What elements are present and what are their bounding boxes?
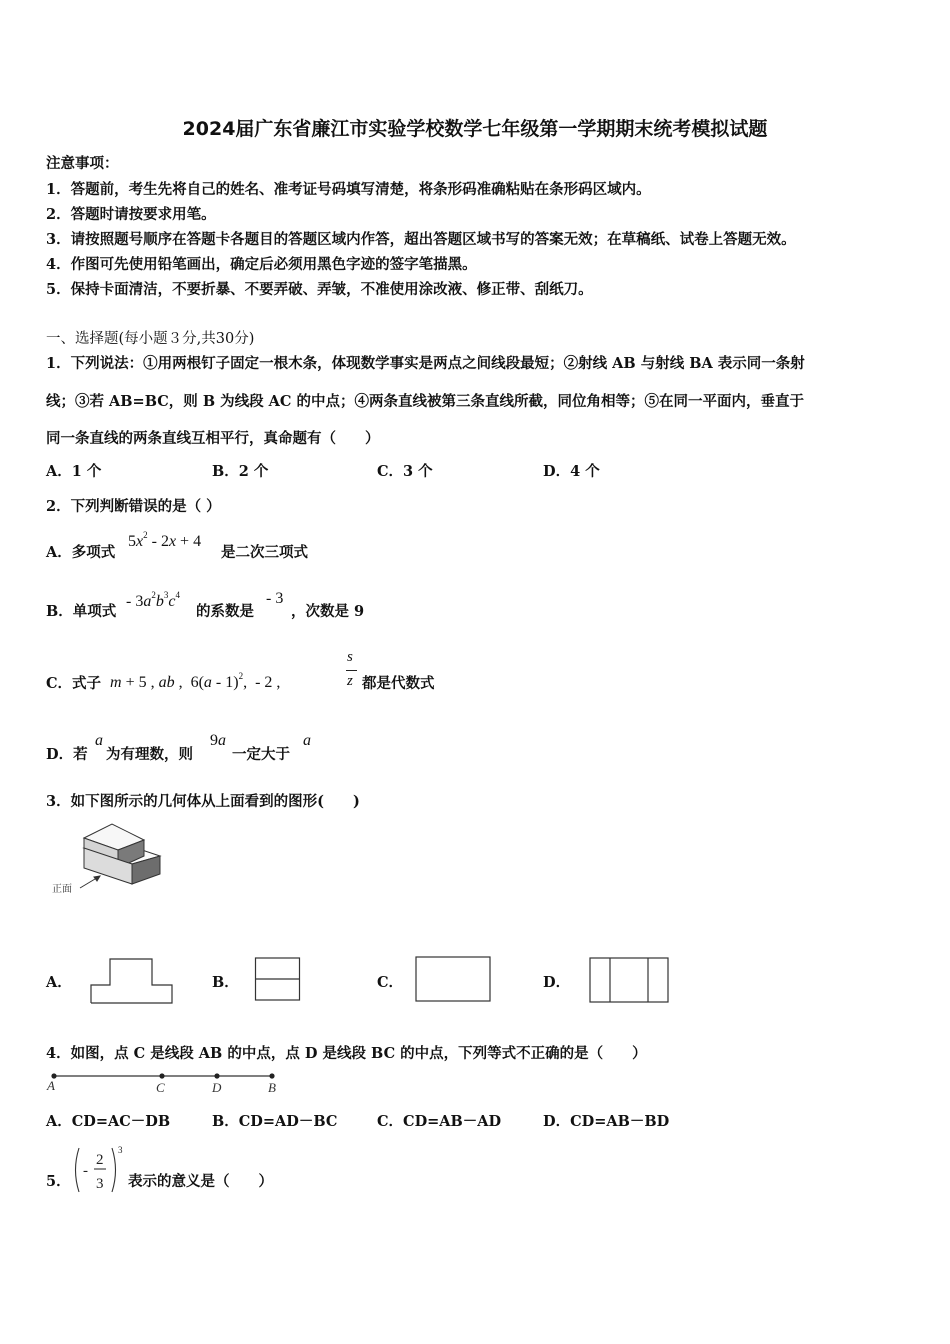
q1-option-b: B．2 个 (212, 463, 269, 480)
q4-option-b: B．CD=AD－BC (212, 1113, 338, 1130)
q1-line-3: 同一条直线的两条直线互相平行，真命题有（ ） (46, 430, 380, 447)
q2-c-suffix: 都是代数式 (362, 675, 435, 692)
notice-item-1: 1．答题前，考生先将自己的姓名、准考证号码填写清楚，将条形码准确粘贴在条形码区域内。 (46, 181, 651, 198)
q5-suffix: 表示的意义是（ ） (128, 1173, 273, 1190)
q3-option-c-label: C． (377, 974, 404, 991)
q3-option-d-label: D． (543, 974, 571, 991)
notice-item-4: 4．作图可先使用铅笔画出，确定后必须用黑色字迹的签字笔描黑。 (46, 256, 477, 273)
q2-b-prefix: B．单项式 (46, 603, 117, 620)
q2-stem: 2．下列判断错误的是（ ） (46, 498, 221, 515)
q4-segment-figure (44, 1068, 284, 1096)
svg-text:3: 3 (118, 1145, 123, 1155)
q2-b-monomial: - $3a^2b^3c^4$ (126, 590, 180, 610)
q1-line-2: 线；③若 AB=BC，则 B 为线段 AC 的中点；④两条直线被第三条直线所截，同位角相等；⑤在同一平面内，垂直于 (46, 393, 805, 410)
q4-point-c (159, 1073, 164, 1078)
q2-a-prefix: A．多项式 (46, 544, 116, 561)
notice-item-5: 5．保持卡面清洁，不要折暴、不要弄破、弄皱，不准使用涂改液、修正带、刮纸刀。 (46, 281, 593, 298)
q4-stem: 4．如图，点 C 是线段 AB 的中点，点 D 是线段 BC 的中点，下列等式不正确的是（ ） (46, 1045, 647, 1062)
q4-option-c: C．CD=AB－AD (377, 1113, 502, 1130)
svg-text:3: 3 (96, 1176, 104, 1192)
q2-d-9a: 9a (210, 732, 226, 749)
q3-option-b-figure[interactable] (254, 955, 302, 1003)
q4-label-b: B (268, 1080, 276, 1095)
q1-line-1: 1．下列说法：①用两根钉子固定一根木条，体现数学事实是两点之间线段最短；②射线 AB 与射线 BA 表示同一条射 (46, 355, 805, 372)
svg-text:-: - (83, 1163, 88, 1179)
q2-d-mid1: 为有理数，则 (106, 746, 193, 763)
svg-text:2: 2 (96, 1152, 104, 1168)
q2-c-fraction-numerator: s (347, 649, 353, 665)
q5-number: 5． (46, 1173, 71, 1190)
q3-front-label: 正面 (52, 884, 72, 895)
q2-b-mid: 的系数是 (196, 603, 254, 620)
q4-label-d: D (212, 1080, 222, 1095)
q2-c-prefix: C．式子 (46, 675, 102, 692)
q3-option-a-label: A． (46, 974, 72, 991)
q4-label-c: C (156, 1080, 165, 1095)
q2-d-var-a-2: a (303, 732, 311, 749)
q1-option-a: A．1 个 (46, 463, 102, 480)
q2-c-fraction-denominator: z (347, 673, 353, 689)
q2-a-suffix: 是二次三项式 (221, 544, 308, 561)
q5-expression (70, 1142, 128, 1198)
q2-d-var-a: a (95, 732, 103, 749)
q4-option-a: A．CD=AC－DB (46, 1113, 171, 1130)
q3-option-b-label: B． (212, 974, 239, 991)
q2-d-prefix: D．若 (46, 746, 88, 763)
section-heading: 一、选择题(每小题３分,共30分) (46, 331, 255, 347)
q4-label-a: A (47, 1078, 55, 1093)
q3-option-d-figure[interactable] (586, 955, 672, 1007)
q4-option-d: D．CD=AB－BD (543, 1113, 670, 1130)
q3-stem: 3．如下图所示的几何体从上面看到的图形( ) (46, 793, 360, 810)
q4-point-b (269, 1073, 274, 1078)
page-title: 2024届广东省廉江市实验学校数学七年级第一学期期末统考模拟试题 (182, 118, 768, 140)
q2-b-suffix: ，次数是 9 (291, 603, 365, 620)
q2-d-mid2: 一定大于 (232, 746, 290, 763)
notice-item-2: 2．答题时请按要求用笔。 (46, 206, 216, 223)
q1-option-d: D．4 个 (543, 463, 600, 480)
q2-c-fraction-bar (346, 670, 357, 671)
q3-option-a-figure[interactable] (88, 955, 176, 1007)
q2-b-coefficient: - 3 (266, 590, 284, 607)
q3-option-c-figure[interactable] (414, 955, 494, 1005)
q4-point-d (214, 1073, 219, 1078)
q2-a-expression: $5x^2 - 2x + 4$ (128, 530, 202, 550)
q2-c-expressions: m + 5 , ab , 6(a - 1)$^2$, - 2 , (110, 671, 281, 691)
notice-item-3: 3．请按照题号顺序在答题卡各题目的答题区域内作答，超出答题区域书写的答案无效；在草稿纸、试卷上答题无效。 (46, 231, 796, 248)
notice-heading: 注意事项： (46, 155, 119, 172)
q1-option-c: C．3 个 (377, 463, 433, 480)
